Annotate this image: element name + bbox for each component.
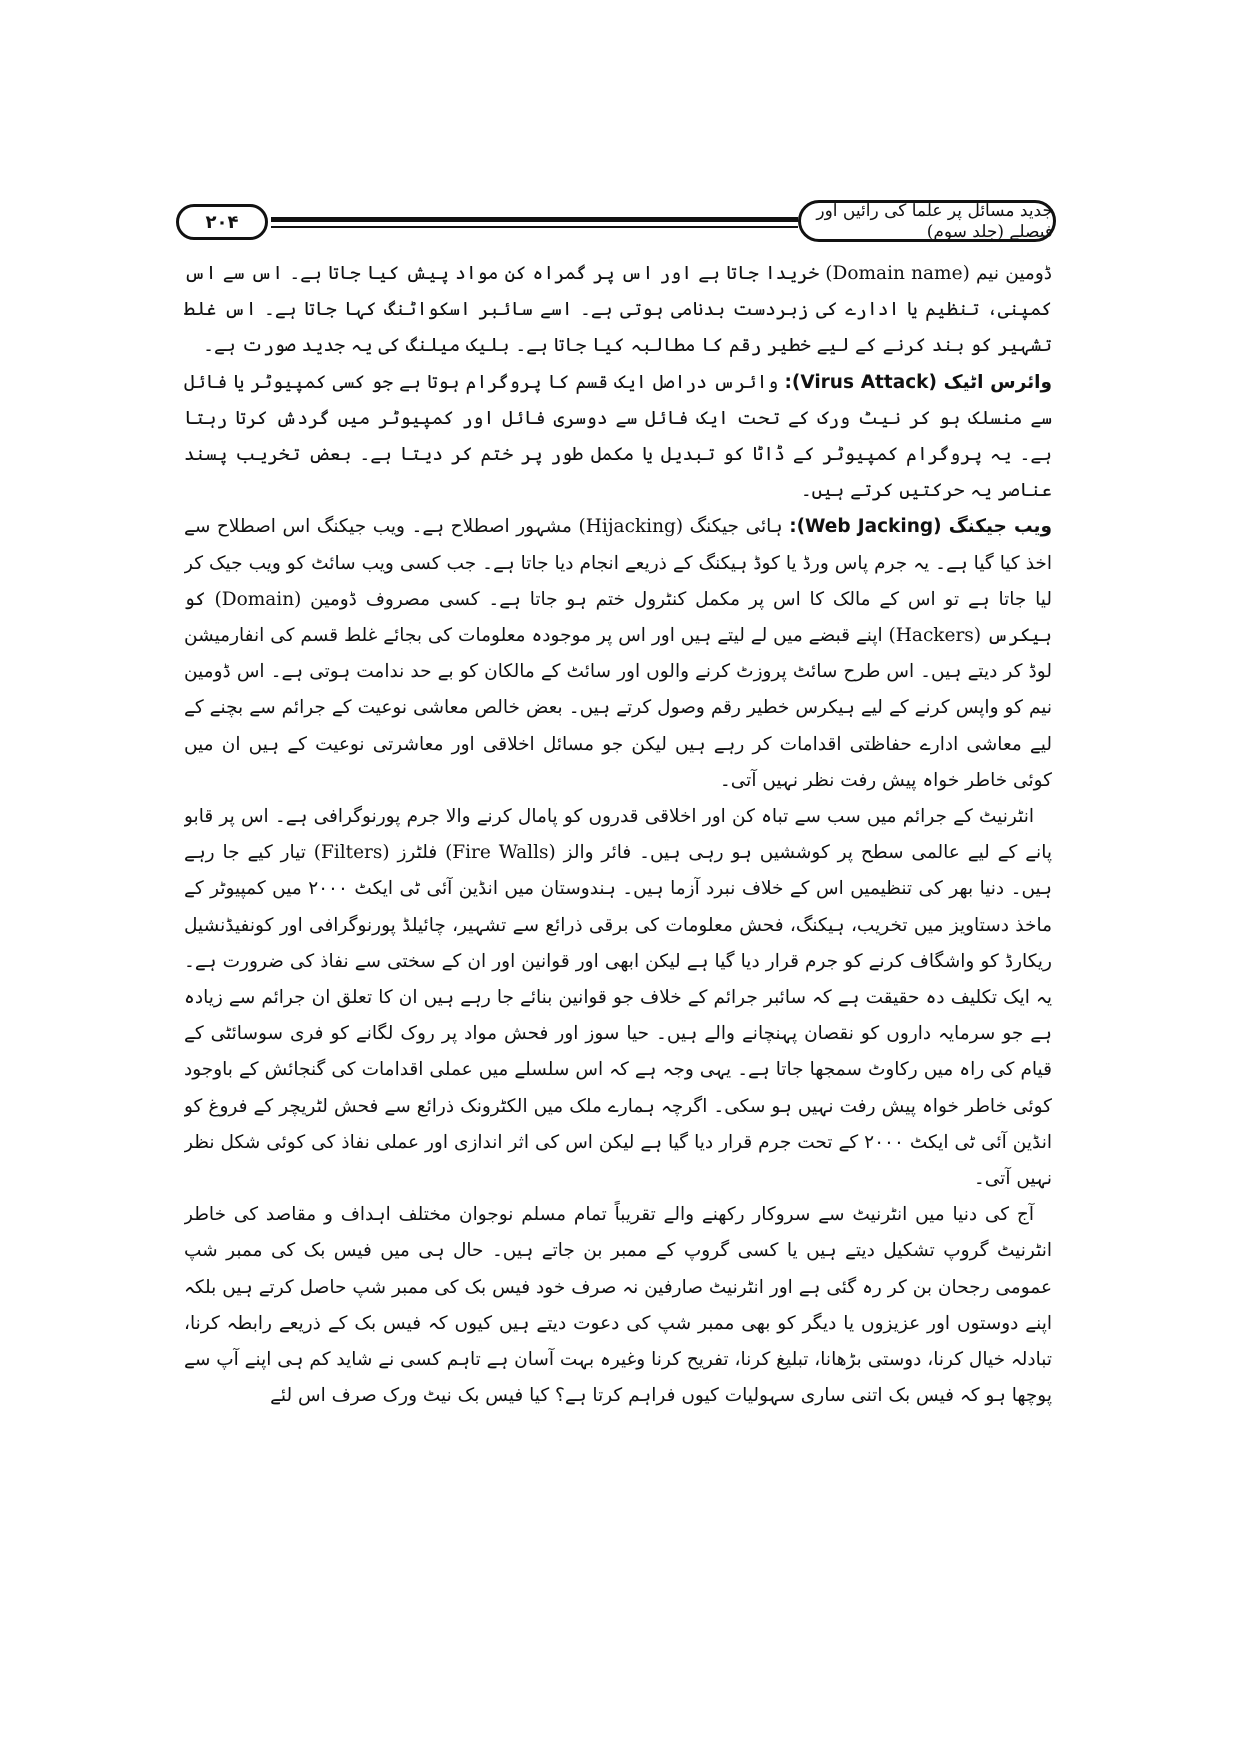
paragraph-virus-attack bbox=[184, 365, 1052, 510]
paragraph-text: ڈومین نیم (Domain name) خریدا جاتا ہے اور اس پر گمراہ کن مواد پیش کیا جاتا ہے۔ اس سے اس کمپنی، تنظیم یا ادارے کی زبردست بدنامی ہوتی ہے۔ اسے سائبر اسکواٹنگ کہا جاتا ہے۔ اس غلط تشہیر کو بند کرنے کے لیے خطیر رقم کا مطالبہ کیا جاتا ہے۔ بلیک میلنگ کی یہ جدید صورت ہے۔ bbox=[184, 263, 1052, 357]
paragraph-text: آج کی دنیا میں انٹرنیٹ سے سروکار رکھنے والے تقریباً تمام مسلم نوجوان مختلف اہداف و مقاصد کی خاطر انٹرنیٹ گروپ تشکیل دیتے ہیں یا کسی گروپ کے ممبر بن جاتے ہیں۔ حال ہی میں فیس بک کی ممبر شپ عمومی رجحان بن کر رہ گئی ہے اور انٹرنیٹ صارفین نہ صرف خود فیس بک کی ممبر شپ حاصل کرتے ہیں بلکہ اپنے دوستوں اور عزیزوں یا دیگر کو بھی ممبر شپ کی دعوت دیتے ہیں کیوں کہ فیس بک کے ذریعے رابطہ کرنا، تبادلہ خیال کرنا، دوستی بڑھانا، تبلیغ کرنا، تفریح کرنا وغیرہ بہت آسان ہے تاہم کسی نے شاید کم ہی اپنے آپ سے پوچھا ہو کہ فیس بک اتنی ساری سہولیات کیوں فراہم کرتا ہے؟ کیا فیس بک نیٹ ورک صرف اس لئے bbox=[184, 1204, 1052, 1407]
header-rule-thin bbox=[271, 226, 798, 228]
body-text bbox=[184, 256, 1052, 1466]
paragraph-pornography bbox=[184, 799, 1052, 1197]
paragraph-text: وائرس دراصل ایک قسم کا پروگرام ہوتا ہے جو کسی کمپیوٹر یا فائل سے منسلک ہو کر نیٹ ورک کے تحت ایک فائل سے دوسری فائل اور کمپیوٹر میں گردش کرتا رہتا ہے۔ یہ پروگرام کمپیوٹر کے ڈاٹا کو تبدیل یا مکمل طور پر ختم کر دیتا ہے۔ بعض تخریب پسند عناصر یہ حرکتیں کرتے ہیں۔ bbox=[184, 371, 1052, 502]
paragraph-text: انٹرنیٹ کے جرائم میں سب سے تباہ کن اور اخلاقی قدروں کو پامال کرنے والا جرم پورنوگرافی ہے۔ اس پر قابو پانے کے لیے عالمی سطح پر کوششیں ہو رہی ہیں۔ فائر والز (Fire Walls) فلٹرز (Filters) تیار کیے جا رہے ہیں۔ دنیا بھر کی تنظیمیں اس کے خلاف نبرد آزما ہیں۔ ہندوستان میں انڈین آئی ٹی ایکٹ ۲۰۰۰ میں کمپیوٹر کے ماخذ دستاویز میں تخریب، ہیکنگ، فحش معلومات کی برقی ذرائع سے تشہیر، چائیلڈ پورنوگرافی اور کونفیڈنشیل ریکارڈ کو واشگاف کرنے کو جرم قرار دیا گیا ہے لیکن ابھی اور قوانین اور ان کے سختی سے نفاذ کی ضرورت ہے۔ یہ ایک تکلیف دہ حقیقت ہے کہ سائبر جرائم کے خلاف جو قوانین بنائے جا رہے ہیں ان کا تعلق ان جرائم سے زیادہ ہے جو سرمایہ داروں کو نقصان پہنچانے والے ہیں۔ حیا سوز اور فحش مواد پر روک لگانے کو فری سوسائٹی کے قیام کی راہ میں رکاوٹ سمجھا جاتا ہے۔ یہی وجہ ہے کہ اس سلسلے میں عملی اقدامات کی گنجائش کے باوجود کوئی خاطر خواہ پیش رفت نہیں ہو سکی۔ اگرچہ ہمارے ملک میں الکٹرونک ذرائع سے فحش لٹریچر کے فروغ کو انڈین آئی ٹی ایکٹ ۲۰۰۰ کے تحت جرم قرار دیا گیا ہے لیکن اس کی اثر اندازی اور عملی نفاذ کی کوئی شکل نظر نہیں آتی۔ bbox=[184, 806, 1052, 1190]
section-heading: ویب جیکنگ (Web Jacking): bbox=[789, 516, 1052, 538]
paragraph-facebook bbox=[184, 1197, 1052, 1414]
page-number: ۲۰۴ bbox=[176, 204, 268, 240]
paragraph-1 bbox=[184, 256, 1052, 365]
header-rule-thick bbox=[271, 217, 798, 222]
paragraph-web-jacking bbox=[184, 509, 1052, 799]
book-title: جدید مسائل پر علما کی رائیں اور فیصلے (جلد سوم) bbox=[798, 200, 1056, 242]
paragraph-text: ہائی جیکنگ (Hijacking) مشہور اصطلاح ہے۔ ویب جیکنگ اس اصطلاح سے اخذ کیا گیا ہے۔ یہ جرم پاس ورڈ یا کوڈ ہیکنگ کے ذریعے انجام دیا جاتا ہے۔ جب کسی ویب سائٹ کو ویب جیک کر لیا جاتا ہے تو اس کے مالک کا اس پر مکمل کنٹرول ختم ہو جاتا ہے۔ کسی مصروف ڈومین (Domain) کو ہیکرس (Hackers) اپنے قبضے میں لے لیتے ہیں اور اس پر موجودہ معلومات کی بجائے غلط قسم کی انفارمیشن لوڈ کر دیتے ہیں۔ اس طرح سائٹ پروزٹ کرنے والوں اور سائٹ کے مالکان کو بے حد ندامت ہوتی ہے۔ اس ڈومین نیم کو واپس کرنے کے لیے ہیکرس خطیر رقم وصول کرتے ہیں۔ بعض خالص معاشی نوعیت کے جرائم سے بچنے کے لیے معاشی ادارے حفاظتی اقدامات کر رہے ہیں لیکن جو مسائل اخلاقی اور معاشرتی نوعیت کے ہیں ان میں کوئی خاطر خواہ پیش رفت نظر نہیں آتی۔ bbox=[184, 516, 1052, 791]
page-header bbox=[176, 196, 1056, 246]
section-heading: وائرس اٹیک (Virus Attack): bbox=[784, 371, 1052, 393]
